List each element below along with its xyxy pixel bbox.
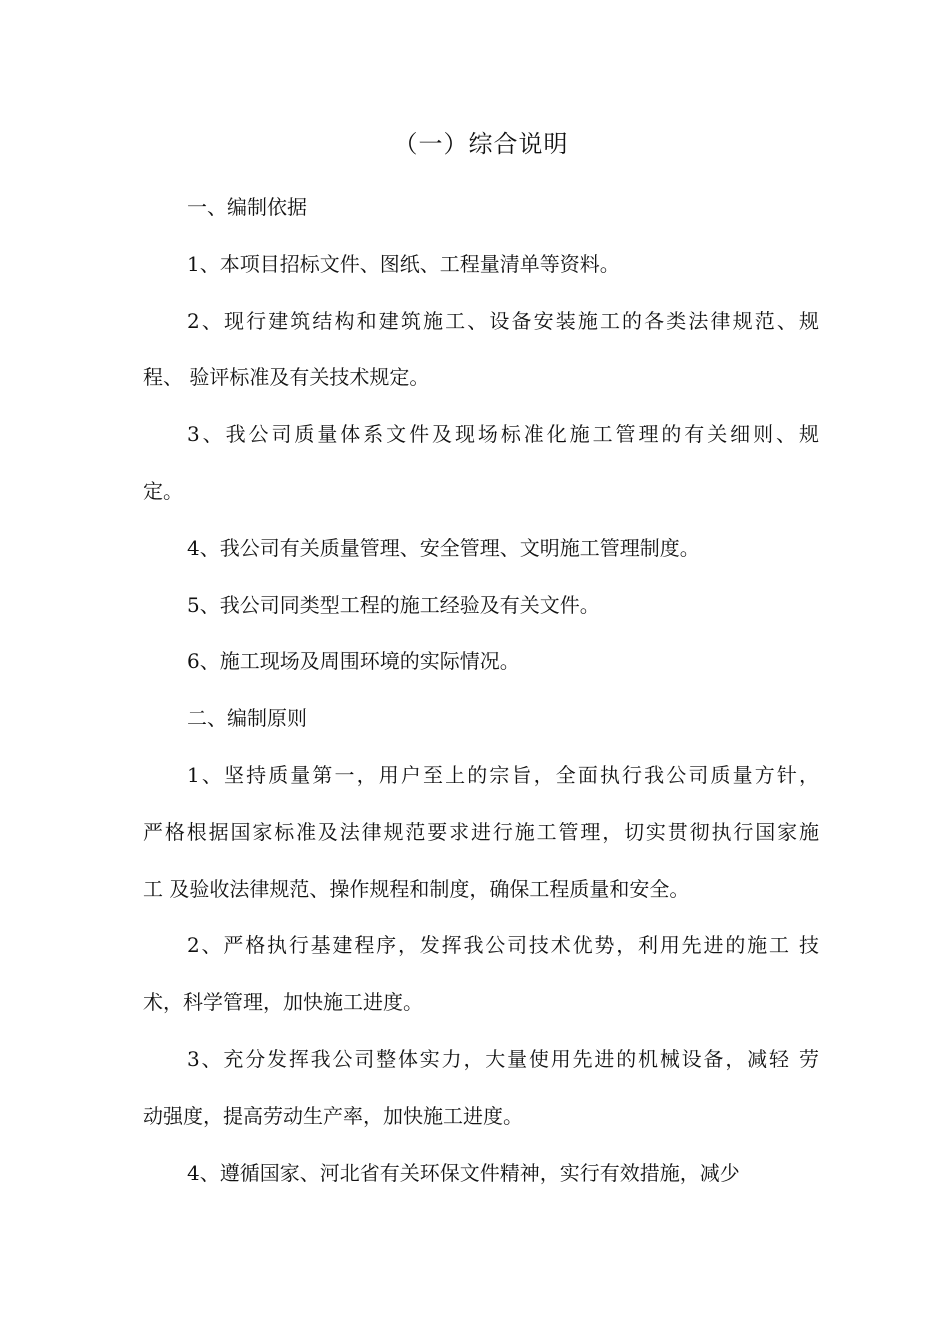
text-line: 1、坚持质量第一，用户至上的宗旨，全面执行我公司质量方针， (187, 762, 819, 787)
document-body (143, 190, 819, 1212)
text-line: 定。 (143, 478, 183, 503)
text-line: 6、施工现场及周围环境的实际情况。 (187, 649, 520, 674)
text-line: 工 及验收法律规范、操作规程和制度，确保工程质量和安全。 (143, 876, 690, 901)
text-line: 4、我公司有关质量管理、安全管理、文明施工管理制度。 (187, 535, 700, 560)
text-line: 术，科学管理，加快施工进度。 (143, 990, 423, 1015)
text-line: 一、编制依据 (187, 195, 307, 219)
text-line: 程、 验评标准及有关技术规定。 (143, 365, 430, 390)
text-line: 4、遵循国家、河北省有关环保文件精神，实行有效措施，减少 (187, 1160, 740, 1185)
text-line: 2、现行建筑结构和建筑施工、设备安装施工的各类法律规范、规 (187, 308, 819, 333)
text-line: 严格根据国家标准及法律规范要求进行施工管理，切实贯彻执行国家施 (143, 819, 819, 844)
text-line: 2、严格执行基建程序，发挥我公司技术优势，利用先进的施工 技 (187, 933, 819, 958)
text-line: 5、我公司同类型工程的施工经验及有关文件。 (187, 592, 600, 617)
text-line: 二、编制原则 (187, 706, 307, 731)
text-line: 3、充分发挥我公司整体实力，大量使用先进的机械设备，减轻 劳 (187, 1046, 819, 1071)
text-line: 3、我公司质量体系文件及现场标准化施工管理的有关细则、规 (187, 422, 819, 447)
text-line: 动强度，提高劳动生产率，加快施工进度。 (143, 1103, 523, 1128)
document-title: （一）综合说明 (393, 130, 569, 158)
text-line: 1、本项目招标文件、图纸、工程量清单等资料。 (187, 251, 620, 276)
